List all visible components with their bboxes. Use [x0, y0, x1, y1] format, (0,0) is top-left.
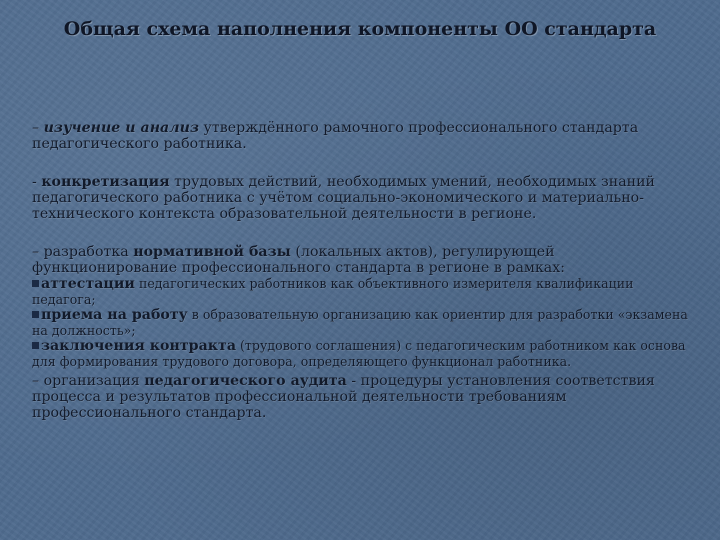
paragraph-lead: -	[32, 174, 42, 190]
paragraph-concretization	[32, 174, 692, 222]
paragraph-text: утверждённого рамочного профессионального стандарта педагогического работника.	[32, 120, 639, 152]
bullet-item-attestation	[32, 276, 692, 307]
square-bullet-icon	[32, 342, 39, 349]
paragraph-analysis	[32, 120, 692, 152]
bullet-emphasis: приема на работу	[41, 307, 188, 323]
slide-body	[32, 120, 692, 421]
paragraph-text: трудовых действий, необходимых умений, необходимых знаний педагогического работника с учётом социально-экономического и материально-технического контекста образовательной деятельности в регионе.	[32, 174, 656, 222]
paragraph-audit	[32, 373, 692, 421]
paragraph-lead: –	[32, 120, 44, 136]
paragraph-normative-base	[32, 244, 692, 276]
bullet-item-contract	[32, 338, 692, 369]
emphasis-audit: педагогического аудита	[144, 373, 347, 389]
paragraph-text: (локальных актов), регулирующей функционирование профессионального стандарта в регионе в рамках:	[32, 244, 566, 276]
bullet-text: (трудового соглашения) с педагогическим работником как основа для формирования трудового договора, определяющего функционал работника.	[32, 338, 686, 369]
emphasis-concretization: конкретизация	[41, 174, 170, 190]
emphasis-analysis: изучение и анализ	[43, 120, 199, 136]
slide-title: Общая схема наполнения компоненты ОО стандарта	[63, 18, 657, 40]
paragraph-text: - процедуры установления соответствия процесса и результатов профессиональной деятельности требованиям профессионального стандарта.	[32, 373, 655, 421]
square-bullet-icon	[32, 280, 39, 287]
bullet-emphasis: заключения контракта	[41, 338, 237, 354]
bullet-item-hiring	[32, 307, 692, 338]
emphasis-normative-base: нормативной базы	[133, 244, 291, 260]
paragraph-lead: – организация	[32, 373, 145, 389]
bullet-text: в образовательную организацию как ориентир для разработки «экзамена на должность»;	[32, 307, 688, 338]
bullet-text: педагогических работников как объективного измерителя квалификации педагога;	[32, 276, 634, 307]
paragraph-lead: – разработка	[32, 244, 134, 260]
square-bullet-icon	[32, 311, 39, 318]
bullet-emphasis: аттестации	[41, 276, 135, 292]
